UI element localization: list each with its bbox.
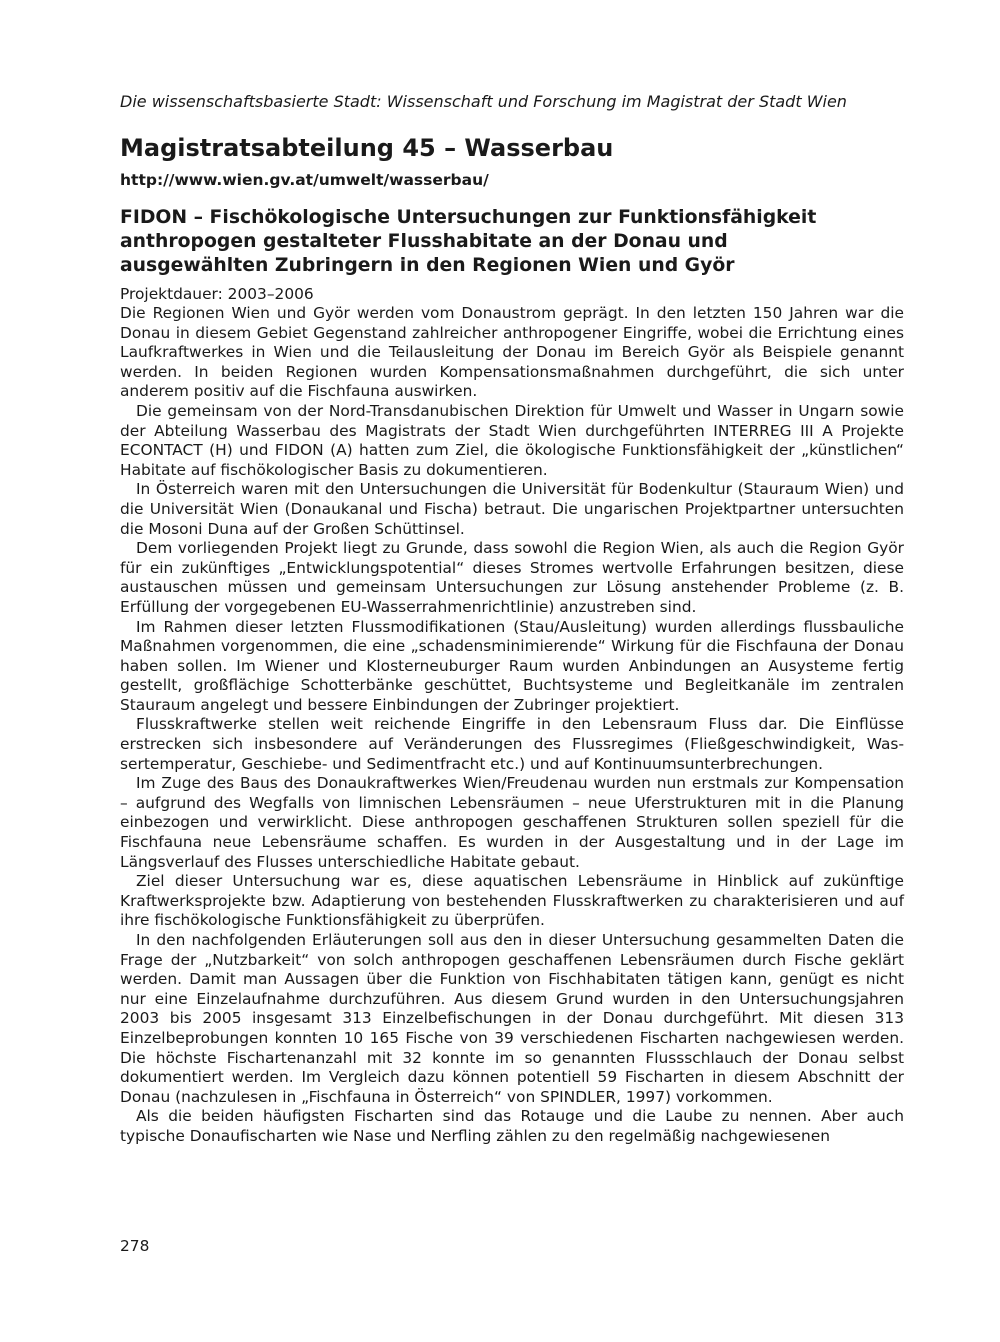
page-number: 278: [120, 1237, 150, 1255]
body-paragraph: Im Zuge des Baus des Donaukraftwerkes Wien/Freudenau wurden nun erstmals zur Kompensation – aufgrund des Wegfalls von limnischen Lebensräumen – neue Uferstrukturen mit in die Planung einbezogen und verwirklicht. Diese anthropogen geschaffenen Strukturen sollen speziell für die Fischfauna neue Lebensräume schaffen. Es wurden in der Ausgestaltung und in der Lage im Längsverlauf des Flusses unterschiedliche Habitate gebaut.: [120, 774, 904, 871]
body-text: [120, 304, 904, 1147]
department-title: Magistratsabteilung 45 – Wasserbau: [120, 134, 614, 162]
department-url: http://www.wien.gv.at/umwelt/wasserbau/: [120, 171, 489, 189]
body-paragraph: Ziel dieser Untersuchung war es, diese aquatischen Lebensräume in Hinblick auf zukünftige Kraftwerksprojekte bzw. Adaptierung von bestehenden Flusskraftwerken zu charakterisieren und auf ihre fischökologische Funktionsfähigkeit zu überprüfen.: [120, 872, 904, 930]
body-paragraph: Im Rahmen dieser letzten Flussmodifikationen (Stau/Ausleitung) wurden allerdings flussbauliche Maßnahmen vorgenommen, die eine „schadensminimierende“ Wirkung für die Fischfauna der Donau haben sollen. Im Wiener und Klosterneuburger Raum wurden Anbindungen an Ausysteme fertig gestellt, großflächige Schotterbänke geschüttet, Buchtsysteme und Begleitkanäle im zentralen Stauraum angelegt und bessere Einbindungen der Zubringer projektiert.: [120, 617, 904, 714]
project-duration: Projektdauer: 2003–2006: [120, 285, 314, 303]
project-title-line: ausgewählten Zubringern in den Regionen Wien und Györ: [120, 255, 735, 276]
project-title-line: anthropogen gestalteter Flusshabitate an der Donau und: [120, 231, 728, 252]
running-header: Die wissenschaftsbasierte Stadt: Wissenschaft und Forschung im Magistrat der Stadt Wien: [120, 92, 847, 111]
body-paragraph: Flusskraftwerke stellen weit reichende Eingriffe in den Lebensraum Fluss dar. Die Einflüsse erstrecken sich insbesondere auf Veränderungen des Flussregimes (Fließgeschwindigkeit, Wassertemperatur, Geschiebe- und Sedimentfracht etc.) und auf Kontinuumsunterbrechungen.: [120, 715, 904, 773]
body-paragraph: Als die beiden häufigsten Fischarten sind das Rotauge und die Laube zu nennen. Aber auch typische Donaufischarten wie Nase und Nerfling zählen zu den regelmäßig nachgewiesenen: [120, 1107, 904, 1145]
body-paragraph: Dem vorliegenden Projekt liegt zu Grunde, dass sowohl die Region Wien, als auch die Region Györ für ein zukünftiges „Entwicklungspotential“ dieses Stromes wertvolle Erfahrungen besitzen, diese austauschen müssen und gemeinsam Untersuchungen zur Lösung anstehender Probleme (z. B. Erfüllung der vorgegebenen EU-Wasserrahmenrichtlinie) anzustreben sind.: [120, 539, 904, 616]
body-paragraph: In Österreich waren mit den Untersuchungen die Universität für Bodenkultur (Stauraum Wien) und die Universität Wien (Donaukanal und Fischa) betraut. Die ungarischen Projektpartner untersuchten die Mosoni Duna auf der Großen Schüttinsel.: [120, 480, 904, 538]
project-title: [120, 206, 910, 278]
project-title-line: FIDON – Fischökologische Untersuchungen zur Funktionsfähigkeit: [120, 207, 817, 228]
body-paragraph: Die gemeinsam von der Nord-Transdanubischen Direktion für Umwelt und Wasser in Ungarn sowie der Abteilung Wasserbau des Magistrats der Stadt Wien durchgeführten INTERREG III A Projekte ECONTACT (H) und FIDON (A) hatten zum Ziel, die ökologische Funktionsfähigkeit der „künstlichen“ Habitate auf fischökologischer Basis zu dokumentieren.: [120, 401, 904, 479]
body-paragraph: Die Regionen Wien und Györ werden vom Donaustrom geprägt. In den letzten 150 Jahren war die Donau in diesem Gebiet Gegenstand zahlreicher anthropogener Eingriffe, wobei die Errichtung eines Laufkraftwerkes in Wien und die Teilausleitung der Donau im Bereich Györ als Beispiele genannt werden. In beiden Regionen wurden Kompensationsmaßnahmen durchgeführt, die sich unter anderem positiv auf die Fischfauna auswirken.: [120, 304, 904, 401]
body-paragraph: In den nachfolgenden Erläuterungen soll aus den in dieser Untersuchung gesammelten Daten die Frage der „Nutzbarkeit“ von solch anthropogen geschaffenen Lebensräumen durch Fische geklärt werden. Damit man Aussagen über die Funktion von Fischhabitaten tätigen kann, genügt es nicht nur eine Einzelaufnahme durchzuführen. Aus diesem Grund wurden in den Untersuchungsjahren 2003 bis 2005 insgesamt 313 Einzelbefischungen in der Donau durchgeführt. Mit diesen 313 Einzelbeprobungen konnten 10 165 Fische von 39 verschiedenen Fischarten nachgewiesen werden. Die höchste Fischartenanzahl mit 32 konnte im so genannten Flussschlauch der Donau selbst dokumentiert werden. Im Vergleich dazu können potentiell 59 Fischarten in diesem Abschnitt der Donau (nachzulesen in „Fischfauna in Österreich“ von SPINDLER, 1997) vorkommen.: [120, 931, 904, 1106]
